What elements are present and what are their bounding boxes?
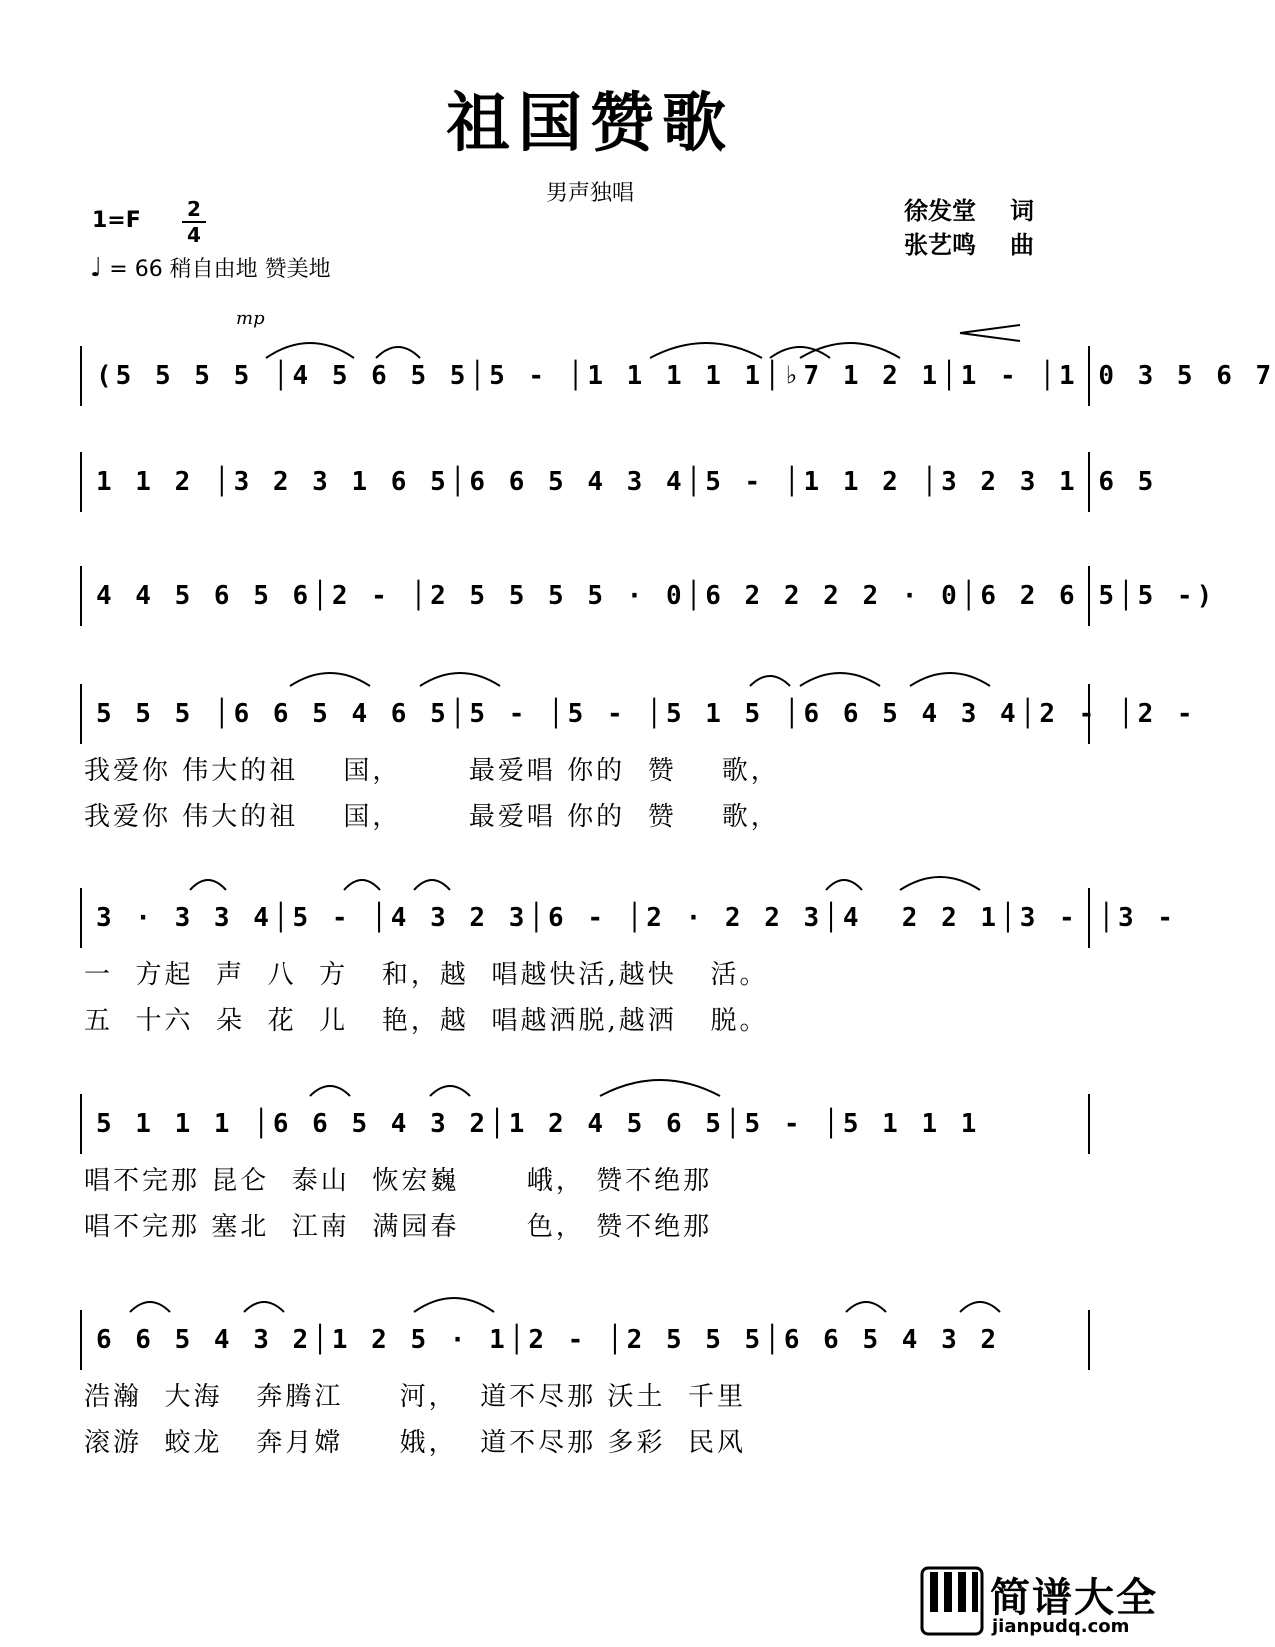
lyric-verse-1: 一 方起 声 八 方 和，越 唱越快活,越快 活。 <box>84 960 769 990</box>
meter-top: 2 <box>187 197 201 221</box>
lyric-verse-1: 唱不完那 昆仑 泰山 恢宏巍 峨， 赞不绝那 <box>84 1166 713 1196</box>
page-title: 祖国赞歌 <box>446 86 734 161</box>
lyric-verse-1: 我爱你 伟大的祖 国， 最爱唱 你的 赞 歌， <box>84 756 780 786</box>
lyric-verse-2: 唱不完那 塞北 江南 满园春 色， 赞不绝那 <box>84 1212 713 1242</box>
quarter-note-icon: ♩ <box>90 253 103 283</box>
lyric-verse-2: 我爱你 伟大的祖 国， 最爱唱 你的 赞 歌， <box>84 802 780 832</box>
lyric-verse-2: 滚游 蛟龙 奔月嫦 娥， 道不尽那 多彩 民风 <box>84 1428 746 1458</box>
lyricist-line <box>904 194 1034 228</box>
site-logo <box>920 1566 1170 1642</box>
notation-line: 3 · 3 3 4│5 - │4 3 2 3│6 - │2 · 2 2 3│4 2 2 1│3 - │3 - <box>80 888 1090 948</box>
lyric-verse-2: 五 十六 朵 花 儿 艳，越 唱越洒脱,越洒 脱。 <box>84 1006 769 1036</box>
composer-name: 张艺鸣 <box>904 231 976 259</box>
composer-line <box>904 228 1034 262</box>
notation-line: 1 1 2 │3 2 3 1 6 5│6 6 5 4 3 4│5 - │1 1 2 │3 2 3 1 6 5 <box>80 452 1090 512</box>
meter-bottom: 4 <box>187 223 201 247</box>
lyric-verse-1: 浩瀚 大海 奔腾江 河， 道不尽那 沃土 千里 <box>84 1382 746 1412</box>
dynamic-mark: mp <box>236 308 265 329</box>
credits <box>904 194 1034 262</box>
notation-line: 5 5 5 │6 6 5 4 6 5│5 - │5 - │5 1 5 │6 6 5 4 3 4│2 - │2 - <box>80 684 1090 744</box>
notation-line: 5 1 1 1 │6 6 5 4 3 2│1 2 4 5 6 5│5 - │5 1 1 1 <box>80 1094 1090 1154</box>
tempo-text: = 66 稍自由地 赞美地 <box>109 257 331 282</box>
subtitle: 男声独唱 <box>545 181 634 206</box>
key-signature: 1=F <box>92 208 141 233</box>
lyricist-role: 词 <box>1010 197 1034 225</box>
logo-url: jianpudq.com <box>992 1616 1130 1637</box>
tempo-marking <box>90 252 331 283</box>
notation-line: 6 6 5 4 3 2│1 2 5 · 1│2 - │2 5 5 5│6 6 5 4 3 2 <box>80 1310 1090 1370</box>
piano-keys-icon <box>920 1566 984 1636</box>
notation-line: 4 4 5 6 5 6│2 - │2 5 5 5 5 · 0│6 2 2 2 2 · 0│6 2 6 5│5 -) <box>80 566 1090 626</box>
time-signature <box>182 198 206 246</box>
logo-text: 简谱大全 <box>990 1575 1158 1621</box>
lyricist-name: 徐发堂 <box>904 197 976 225</box>
composer-role: 曲 <box>1010 231 1034 259</box>
notation-line: (5 5 5 5 │4 5 6 5 5│5 - │1 1 1 1 1│♭7 1 2 1│1 - │1 0 3 5 6 7 <box>80 346 1090 406</box>
